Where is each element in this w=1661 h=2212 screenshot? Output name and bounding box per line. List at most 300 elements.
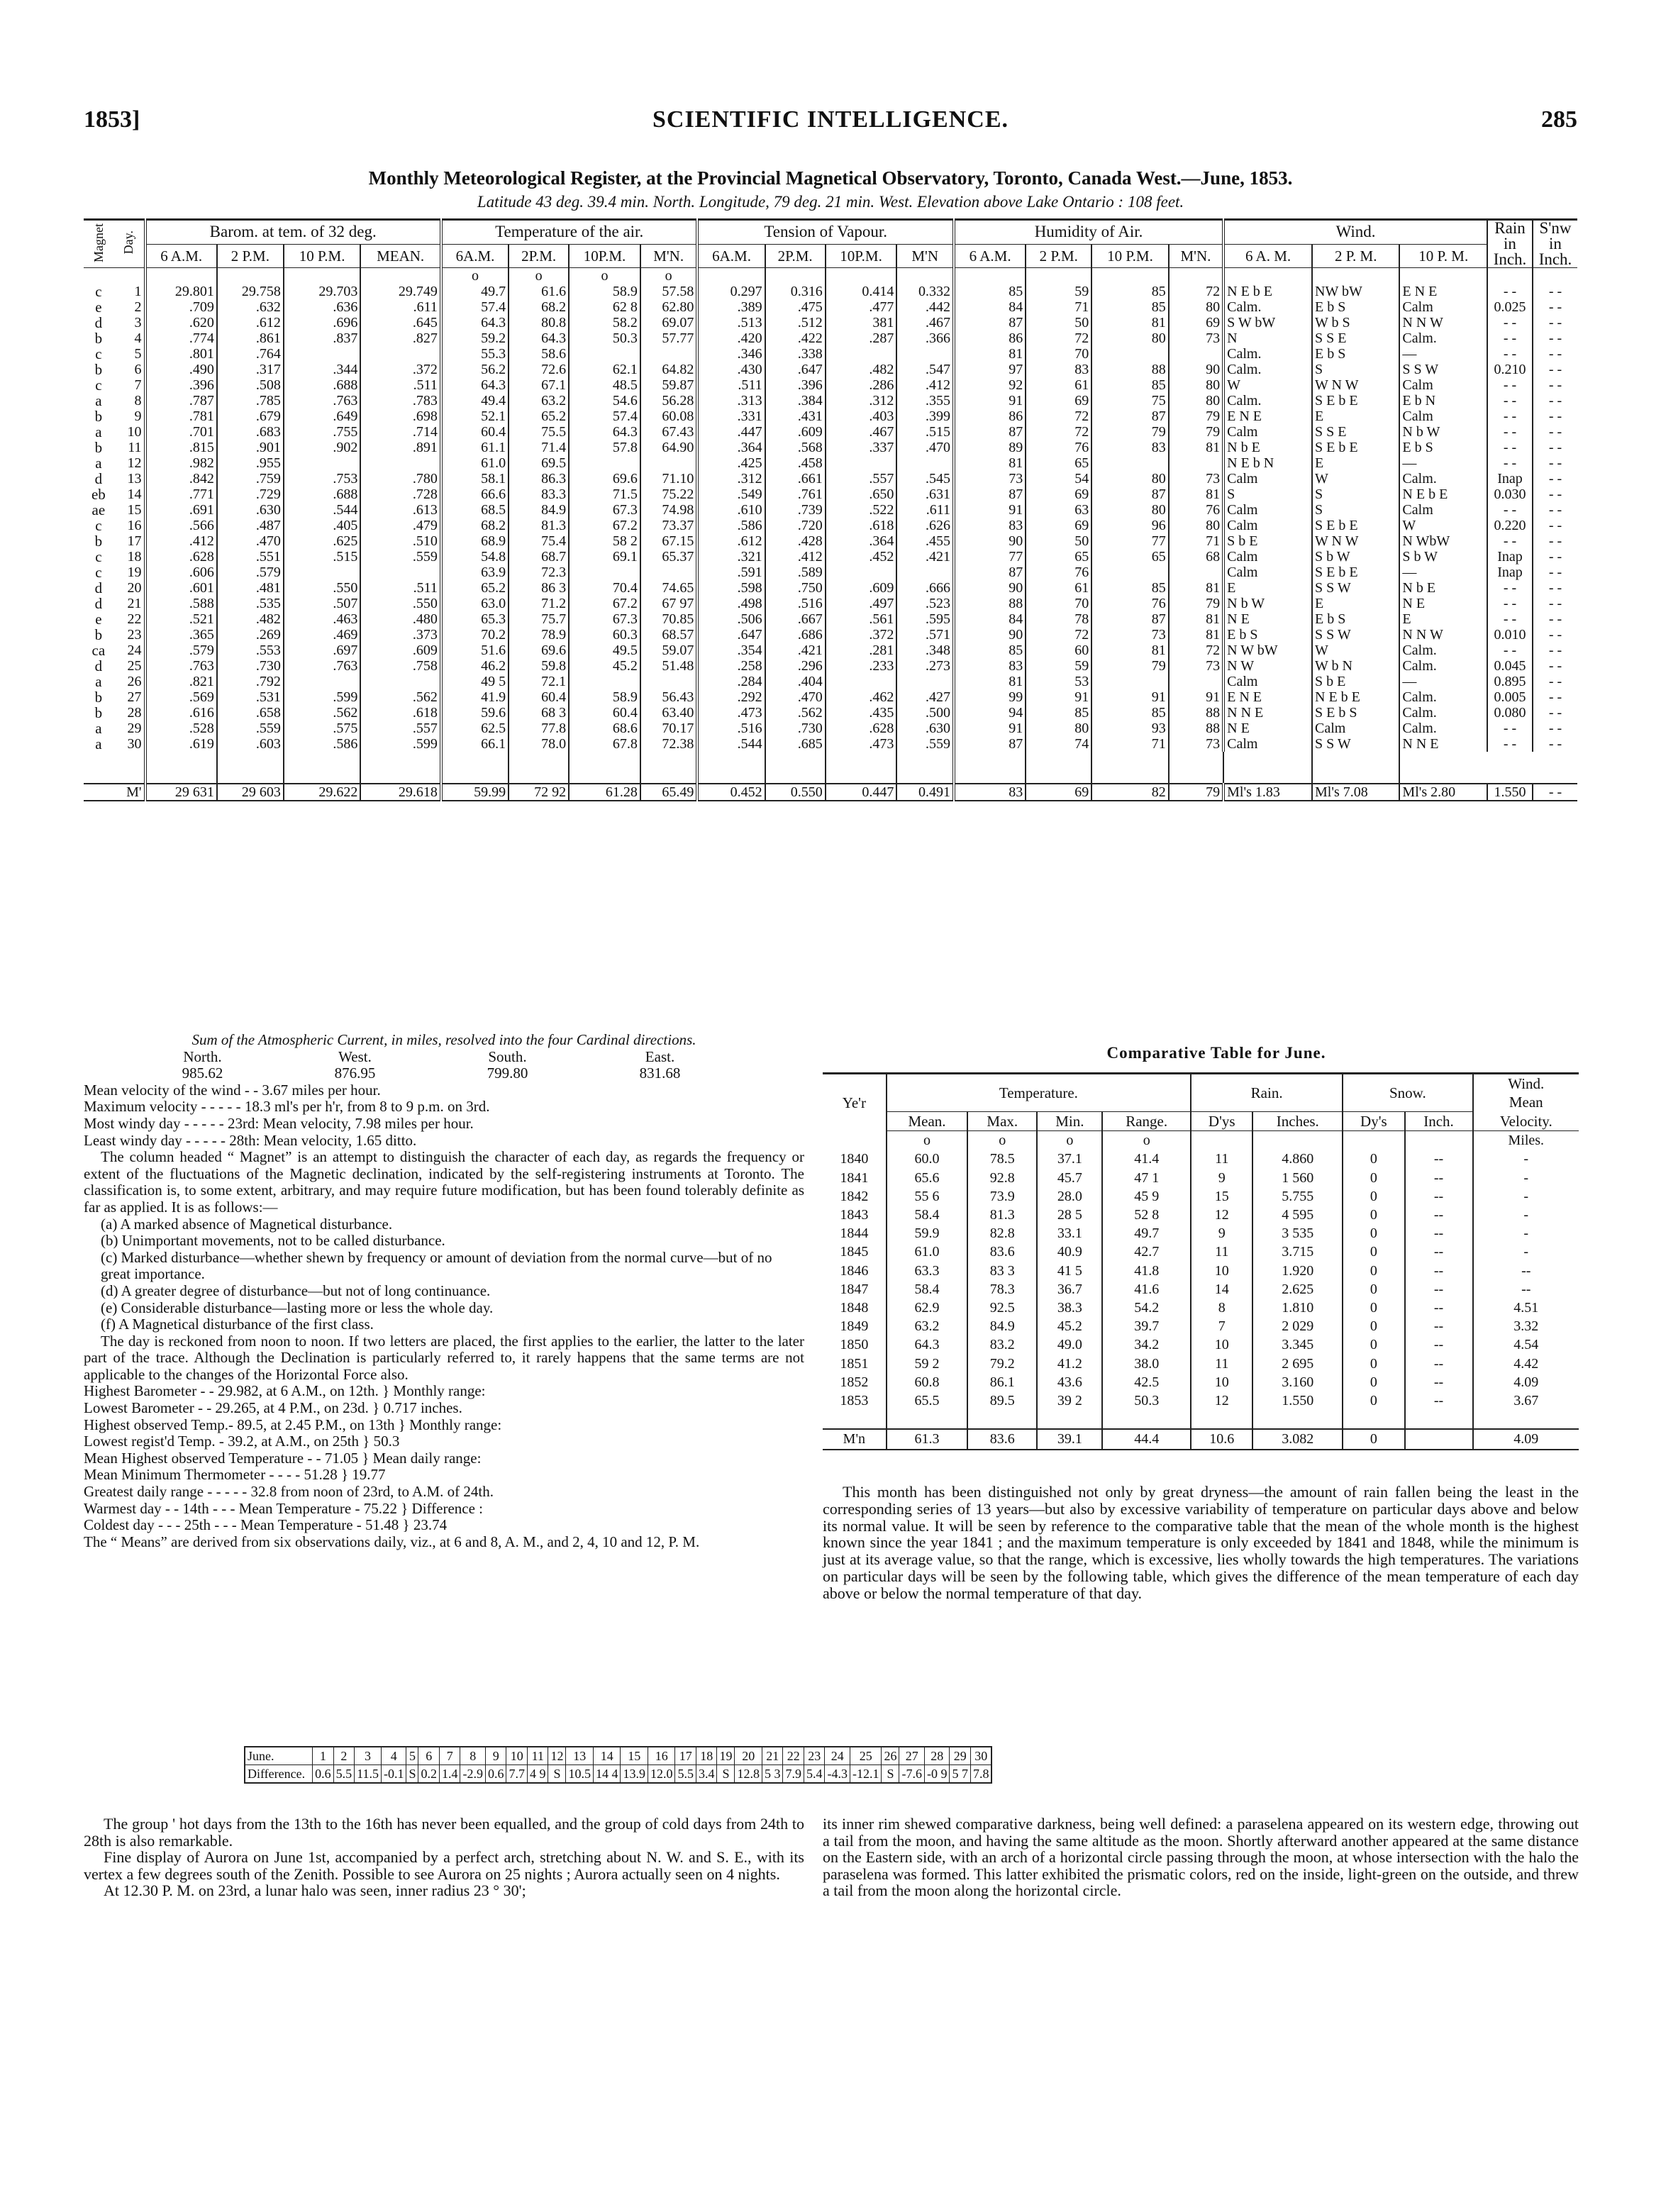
spacer-cell [1102, 1410, 1191, 1429]
humidity-value: 79 [1091, 658, 1169, 674]
snow-value: - - [1533, 346, 1577, 362]
humidity-value: 80 [1026, 721, 1091, 736]
wind-direction: Calm. [1399, 689, 1487, 705]
day-number: 18 [127, 549, 142, 565]
temperature-value [640, 346, 698, 362]
comp-unit-mark: o [1037, 1131, 1102, 1150]
comp-value: 0 [1343, 1280, 1404, 1299]
vapour-tension-value: 0.414 [826, 284, 897, 299]
rain-value: 0.025 [1487, 299, 1533, 315]
wind-direction: N W bW [1223, 643, 1312, 658]
comp-value: -- [1405, 1262, 1473, 1280]
spacer-cell [1533, 268, 1577, 284]
wind-direction: N E [1399, 596, 1487, 611]
comp-unit-mark: o [1102, 1131, 1191, 1150]
temperature-value: 57.4 [441, 299, 509, 315]
snow-value: - - [1533, 315, 1577, 330]
tension-subheader: 2P.M. [765, 244, 826, 267]
humidity-value: 71 [1169, 533, 1223, 549]
day-number: 14 [127, 487, 142, 502]
wind-subheader: 2 P. M. [1312, 244, 1399, 267]
rain-value: 1.550 [1487, 784, 1533, 801]
diff-value: -0.1 [381, 1765, 406, 1784]
register-row [84, 549, 1577, 565]
temperature-value: 71.10 [640, 471, 698, 487]
magnet-class: c [95, 345, 102, 362]
comp-value: 54.2 [1102, 1299, 1191, 1317]
temperature-value: 69.6 [509, 643, 569, 658]
comp-subheader: Inches. [1252, 1111, 1343, 1130]
tension-subheader: 10P.M. [826, 244, 897, 267]
barometer-value: .507 [284, 596, 361, 611]
spacer-cell [1252, 1410, 1343, 1429]
comp-year: 1853 [840, 1392, 869, 1408]
comp-value: - [1473, 1187, 1579, 1206]
temperature-value: 55.3 [441, 346, 509, 362]
wind-direction: E b S [1399, 440, 1487, 455]
comp-row [823, 1262, 1579, 1280]
comp-value: 1.920 [1252, 1262, 1343, 1280]
vapour-tension-value [896, 565, 954, 580]
comp-value: -- [1405, 1280, 1473, 1299]
barometer-value: .480 [360, 611, 441, 627]
temperature-value: 45.2 [569, 658, 640, 674]
comp-value: 78.5 [967, 1150, 1037, 1168]
comp-value: 84.9 [967, 1317, 1037, 1335]
vapour-tension-value: .561 [826, 611, 897, 627]
cardinal-value: 876.95 [334, 1065, 376, 1082]
comp-value: 44.4 [1102, 1429, 1191, 1449]
humidity-value: 83 [954, 784, 1026, 801]
temperature-value: 75.5 [509, 424, 569, 440]
spacer-cell [887, 1410, 968, 1429]
comp-value: 39 2 [1037, 1391, 1102, 1410]
barom-subheader: 6 A.M. [145, 244, 217, 267]
comp-value: 0 [1343, 1206, 1404, 1224]
barometer-value: .698 [360, 409, 441, 424]
comp-value: 60.8 [887, 1373, 968, 1391]
day-number: 28 [127, 705, 142, 721]
barometer-value: .628 [145, 549, 217, 565]
rain-value: 0.895 [1487, 674, 1533, 689]
vapour-tension-value: .473 [697, 705, 765, 721]
temperature-value: 86.3 [509, 471, 569, 487]
vapour-tension-value: .287 [826, 330, 897, 346]
vapour-tension-value: .513 [697, 315, 765, 330]
vapour-tension-value: .425 [697, 455, 765, 471]
vapour-tension-value: .284 [697, 674, 765, 689]
diff-day: 29 [950, 1747, 971, 1765]
wind-direction: N E b E [1399, 487, 1487, 502]
barometer-value: .792 [217, 674, 284, 689]
day-number: 15 [127, 502, 142, 518]
barometer-value: .613 [360, 502, 441, 518]
magnet-class: b [94, 361, 103, 378]
comp-value: 11 [1191, 1355, 1252, 1373]
temperature-value: 58.2 [569, 315, 640, 330]
barom-subheader: MEAN. [360, 244, 441, 267]
comp-value: 10.6 [1191, 1429, 1252, 1449]
comp-value: 41.2 [1037, 1355, 1102, 1373]
comp-row [823, 1150, 1579, 1168]
diff-day: 26 [882, 1747, 899, 1765]
comp-row [823, 1335, 1579, 1354]
comp-value: 3.32 [1473, 1317, 1579, 1335]
magnet-class: e [95, 611, 102, 628]
humidity-value: 85 [954, 284, 1026, 299]
wind-direction: W [1399, 518, 1487, 533]
snow-value: - - [1533, 471, 1577, 487]
diff-day: 4 [381, 1747, 406, 1765]
humidity-value: 59 [1026, 658, 1091, 674]
day-number: 30 [127, 736, 142, 752]
vapour-tension-value: .647 [765, 362, 826, 377]
humidity-value: 96 [1091, 518, 1169, 533]
vapour-tension-value: .412 [765, 549, 826, 565]
barometer-value: .508 [217, 377, 284, 393]
wind-direction: N b E [1399, 580, 1487, 596]
diff-value: -4.3 [825, 1765, 850, 1784]
magnet-class: d [94, 595, 103, 612]
header-year: 1853] [84, 106, 140, 133]
vapour-tension-value: .403 [826, 409, 897, 424]
barometer-value: .511 [360, 580, 441, 596]
vapour-tension-value: .631 [896, 487, 954, 502]
comp-value: 28.0 [1037, 1187, 1102, 1206]
vapour-tension-value: 0.316 [765, 284, 826, 299]
snow-value: - - [1533, 393, 1577, 409]
vapour-tension-value: 0.447 [826, 784, 897, 801]
humidity-value: 90 [954, 627, 1026, 643]
vapour-tension-value: 0.491 [896, 784, 954, 801]
barometer-value: .763 [284, 393, 361, 409]
spacer-cell [145, 752, 217, 767]
wind-direction: E [1312, 596, 1399, 611]
humidity-value: 87 [954, 315, 1026, 330]
comp-value: 15 [1191, 1187, 1252, 1206]
spacer-cell [1091, 268, 1169, 284]
running-header [84, 106, 1577, 142]
snow-value: - - [1533, 409, 1577, 424]
temperature-value: 64.82 [640, 362, 698, 377]
barom-subheader: 2 P.M. [217, 244, 284, 267]
temperature-value: 86 3 [509, 580, 569, 596]
humidity-value: 72 [1026, 409, 1091, 424]
humidity-value: 83 [1091, 440, 1169, 455]
humidity-value: 85 [1091, 580, 1169, 596]
snow-value: - - [1533, 580, 1577, 596]
vapour-tension-value: .477 [826, 299, 897, 315]
barometer-value: .649 [284, 409, 361, 424]
temperature-value: 61.0 [441, 455, 509, 471]
humidity-value [1091, 455, 1169, 471]
comp-value: 3.160 [1252, 1373, 1343, 1391]
comp-unit-mark: o [887, 1131, 968, 1150]
temperature-value: 62.1 [569, 362, 640, 377]
rain-value: - - [1487, 736, 1533, 752]
register-row [84, 330, 1577, 346]
comp-value: 63.2 [887, 1317, 968, 1335]
comp-value: 83.2 [967, 1335, 1037, 1354]
comp-year: 1845 [840, 1244, 869, 1260]
spacer-cell [954, 752, 1026, 767]
comp-value: 43.6 [1037, 1373, 1102, 1391]
barometer-value: .755 [284, 424, 361, 440]
comp-value: 92.8 [967, 1169, 1037, 1187]
temperature-value [569, 565, 640, 580]
humidity-value: 72 [1026, 424, 1091, 440]
diff-value: S [548, 1765, 566, 1784]
temperature-value: 71.4 [509, 440, 569, 455]
diff-day: 8 [460, 1747, 486, 1765]
comp-value: 38.3 [1037, 1299, 1102, 1317]
temperature-value: 58.9 [569, 284, 640, 299]
wind-direction: S S E [1312, 424, 1399, 440]
comp-value: 47 1 [1102, 1169, 1191, 1187]
vapour-tension-value: .431 [765, 409, 826, 424]
barometer-value: .490 [145, 362, 217, 377]
spacer-cell [765, 767, 826, 784]
barometer-value: .714 [360, 424, 441, 440]
humidity-value: 94 [954, 705, 1026, 721]
diff-value: 13.9 [621, 1765, 648, 1784]
spacer-cell [284, 752, 361, 767]
spacer-cell [826, 268, 897, 284]
day-number: 29 [127, 721, 142, 736]
temperature-value: 74.98 [640, 502, 698, 518]
comp-year: 1844 [840, 1226, 869, 1242]
humidity-value: 91 [1169, 689, 1223, 705]
register-row [84, 565, 1577, 580]
barometer-value: .781 [145, 409, 217, 424]
barometer-value: .317 [217, 362, 284, 377]
barometer-value: .611 [360, 299, 441, 315]
comp-value: 0 [1343, 1187, 1404, 1206]
vapour-tension-value: .428 [765, 533, 826, 549]
snow-value: - - [1533, 362, 1577, 377]
comp-value: -- [1405, 1187, 1473, 1206]
barometer-value: .821 [145, 674, 217, 689]
vapour-tension-value: .233 [826, 658, 897, 674]
barometer-value: .531 [217, 689, 284, 705]
comp-year: 1842 [840, 1188, 869, 1204]
magnet-class: a [95, 455, 102, 472]
vapour-tension-value: .455 [896, 533, 954, 549]
vapour-tension-value: .516 [765, 596, 826, 611]
comp-value: 49.0 [1037, 1335, 1102, 1354]
snow-value: - - [1533, 643, 1577, 658]
barometer-value: .688 [284, 487, 361, 502]
comp-year-header: Ye'r [823, 1074, 887, 1131]
vapour-tension-value: .442 [896, 299, 954, 315]
diff-day: 5 [406, 1747, 418, 1765]
temp-subheader: 10P.M. [569, 244, 640, 267]
temperature-value: 64.3 [569, 424, 640, 440]
humidity-value: 85 [1091, 377, 1169, 393]
comp-value: 38.0 [1102, 1355, 1191, 1373]
wind-direction: Calm [1223, 674, 1312, 689]
humidity-value: 87 [1091, 611, 1169, 627]
comp-row [823, 1299, 1579, 1317]
wind-direction: Calm [1223, 549, 1312, 565]
vapour-tension-value: .761 [765, 487, 826, 502]
temperature-value: 71.2 [509, 596, 569, 611]
vapour-tension-value: .661 [765, 471, 826, 487]
vapour-tension-value: .467 [896, 315, 954, 330]
temperature-value: 67.2 [569, 518, 640, 533]
comp-value: 12 [1191, 1206, 1252, 1224]
spacer-cell [509, 767, 569, 784]
spacer-row [84, 767, 1577, 784]
vapour-tension-value: .500 [896, 705, 954, 721]
register-row [84, 346, 1577, 362]
barometer-value: .771 [145, 487, 217, 502]
barometer-value [284, 455, 361, 471]
comp-value: 2.625 [1252, 1280, 1343, 1299]
degree-mark: o [640, 268, 698, 284]
diff-value: 7.9 [783, 1765, 804, 1784]
magnet-class: b [94, 439, 103, 456]
spacer-cell [145, 767, 217, 784]
barometer-value: .511 [360, 377, 441, 393]
temperature-value: 61.1 [441, 440, 509, 455]
register-row [84, 611, 1577, 627]
day-number: 19 [127, 565, 142, 580]
barometer-value: .612 [217, 315, 284, 330]
temperature-value: 75.4 [509, 533, 569, 549]
humidity-value: 90 [954, 533, 1026, 549]
tension-header: Tension of Vapour. [697, 220, 954, 245]
barometer-value: .601 [145, 580, 217, 596]
extreme-line: Greatest daily range - - - - - 32.8 from noon of 23rd, to A.M. of 24th. [84, 1483, 494, 1501]
rain-value: Inap [1487, 471, 1533, 487]
wind-direction: S [1312, 502, 1399, 518]
day-number: 6 [134, 362, 142, 377]
comp-value: 33.1 [1037, 1224, 1102, 1243]
wind-direction: Calm. [1223, 393, 1312, 409]
wind-direction: Calm [1223, 502, 1312, 518]
diff-day: 30 [970, 1747, 991, 1765]
vapour-tension-value: .281 [826, 643, 897, 658]
comp-value: 10 [1191, 1262, 1252, 1280]
humidity-value: 83 [954, 518, 1026, 533]
temperature-value [569, 455, 640, 471]
diff-day: 2 [333, 1747, 355, 1765]
vapour-tension-value: .512 [765, 315, 826, 330]
rain-value: - - [1487, 455, 1533, 471]
temperature-value: 64.3 [509, 330, 569, 346]
comp-value: 64.3 [887, 1335, 968, 1354]
wind-subheader: 6 A. M. [1223, 244, 1312, 267]
barometer-value: 29.618 [360, 784, 441, 801]
vapour-tension-value: .506 [697, 611, 765, 627]
spacer-cell [145, 268, 217, 284]
magnet-class: b [94, 330, 103, 347]
humidity-value [1169, 346, 1223, 362]
vapour-tension-value: .412 [896, 377, 954, 393]
wind-direction: S b E [1312, 674, 1399, 689]
comp-value: 0 [1343, 1150, 1404, 1168]
temperature-value: 78.9 [509, 627, 569, 643]
diff-day: 13 [566, 1747, 594, 1765]
humidity-value: 86 [954, 330, 1026, 346]
barometer-value: .510 [360, 533, 441, 549]
vapour-tension-value: .591 [697, 565, 765, 580]
bottom-left-notes [84, 1816, 804, 1899]
comp-value: 83.6 [967, 1243, 1037, 1261]
vapour-tension-value: .515 [896, 424, 954, 440]
humidity-value: 89 [954, 440, 1026, 455]
temp-subheader: 2P.M. [509, 244, 569, 267]
vapour-tension-value: .589 [765, 565, 826, 580]
barometer-value: .528 [145, 721, 217, 736]
comp-value: 14 [1191, 1280, 1252, 1299]
vapour-tension-value: .628 [826, 721, 897, 736]
barometer-value: .787 [145, 393, 217, 409]
comp-rain-header: Rain. [1191, 1074, 1343, 1112]
wind-direction: — [1399, 455, 1487, 471]
comp-value: 82.8 [967, 1224, 1037, 1243]
humidity-value: 88 [954, 596, 1026, 611]
comp-value: 41 5 [1037, 1262, 1102, 1280]
diff-day: 27 [899, 1747, 925, 1765]
vapour-tension-value: .447 [697, 424, 765, 440]
spacer-cell [1223, 752, 1312, 767]
wind-direction: S b E [1223, 533, 1312, 549]
barometer-value: .588 [145, 596, 217, 611]
wind-direction: E b S [1312, 299, 1399, 315]
header-running-title: SCIENTIFIC INTELLIGENCE. [652, 106, 1009, 133]
vapour-tension-value [896, 455, 954, 471]
humidity-header: Humidity of Air. [954, 220, 1223, 245]
barom-subheader: 10 P.M. [284, 244, 361, 267]
diff-value: 12.0 [648, 1765, 675, 1784]
barometer-value: .683 [217, 424, 284, 440]
comp-year: 1848 [840, 1299, 869, 1316]
register-row [84, 658, 1577, 674]
wind-direction: W [1312, 643, 1399, 658]
magnet-class-item: (a) A marked absence of Magnetical disturbance. [101, 1215, 393, 1233]
comp-value: 4 595 [1252, 1206, 1343, 1224]
humidity-value: 73 [1169, 736, 1223, 752]
snow-value: - - [1533, 674, 1577, 689]
humidity-value: 72 [1026, 330, 1091, 346]
comp-value: 41.6 [1102, 1280, 1191, 1299]
spacer-cell [84, 752, 113, 767]
temperature-value: 58.6 [509, 346, 569, 362]
barometer-value: .599 [360, 736, 441, 752]
comp-value: 42.5 [1102, 1373, 1191, 1391]
temperature-value: 61.28 [569, 784, 640, 801]
rain-value: - - [1487, 284, 1533, 299]
humidity-value: 81 [1169, 487, 1223, 502]
vapour-tension-value: .549 [697, 487, 765, 502]
comp-value: -- [1405, 1169, 1473, 1187]
rain-value: - - [1487, 440, 1533, 455]
barometer-value: .412 [145, 533, 217, 549]
spacer-cell [823, 1410, 887, 1429]
comp-value: -- [1405, 1391, 1473, 1410]
humidity-value: 80 [1091, 502, 1169, 518]
rain-value: 0.030 [1487, 487, 1533, 502]
magnet-class: a [95, 392, 102, 409]
comp-value: 10 [1191, 1373, 1252, 1391]
barometer-value: .372 [360, 362, 441, 377]
reckon-note: The day is reckoned from noon to noon. If two letters are placed, the first applies to the earlier, the latter to the later part of the trace. Although the Declination is particularly referred to, it rarely happens that the same terms are not applicable to the changes of the Horizontal Force also. [84, 1332, 804, 1383]
rain-value: - - [1487, 611, 1533, 627]
comp-value: -- [1405, 1150, 1473, 1168]
comp-value: 58.4 [887, 1280, 968, 1299]
